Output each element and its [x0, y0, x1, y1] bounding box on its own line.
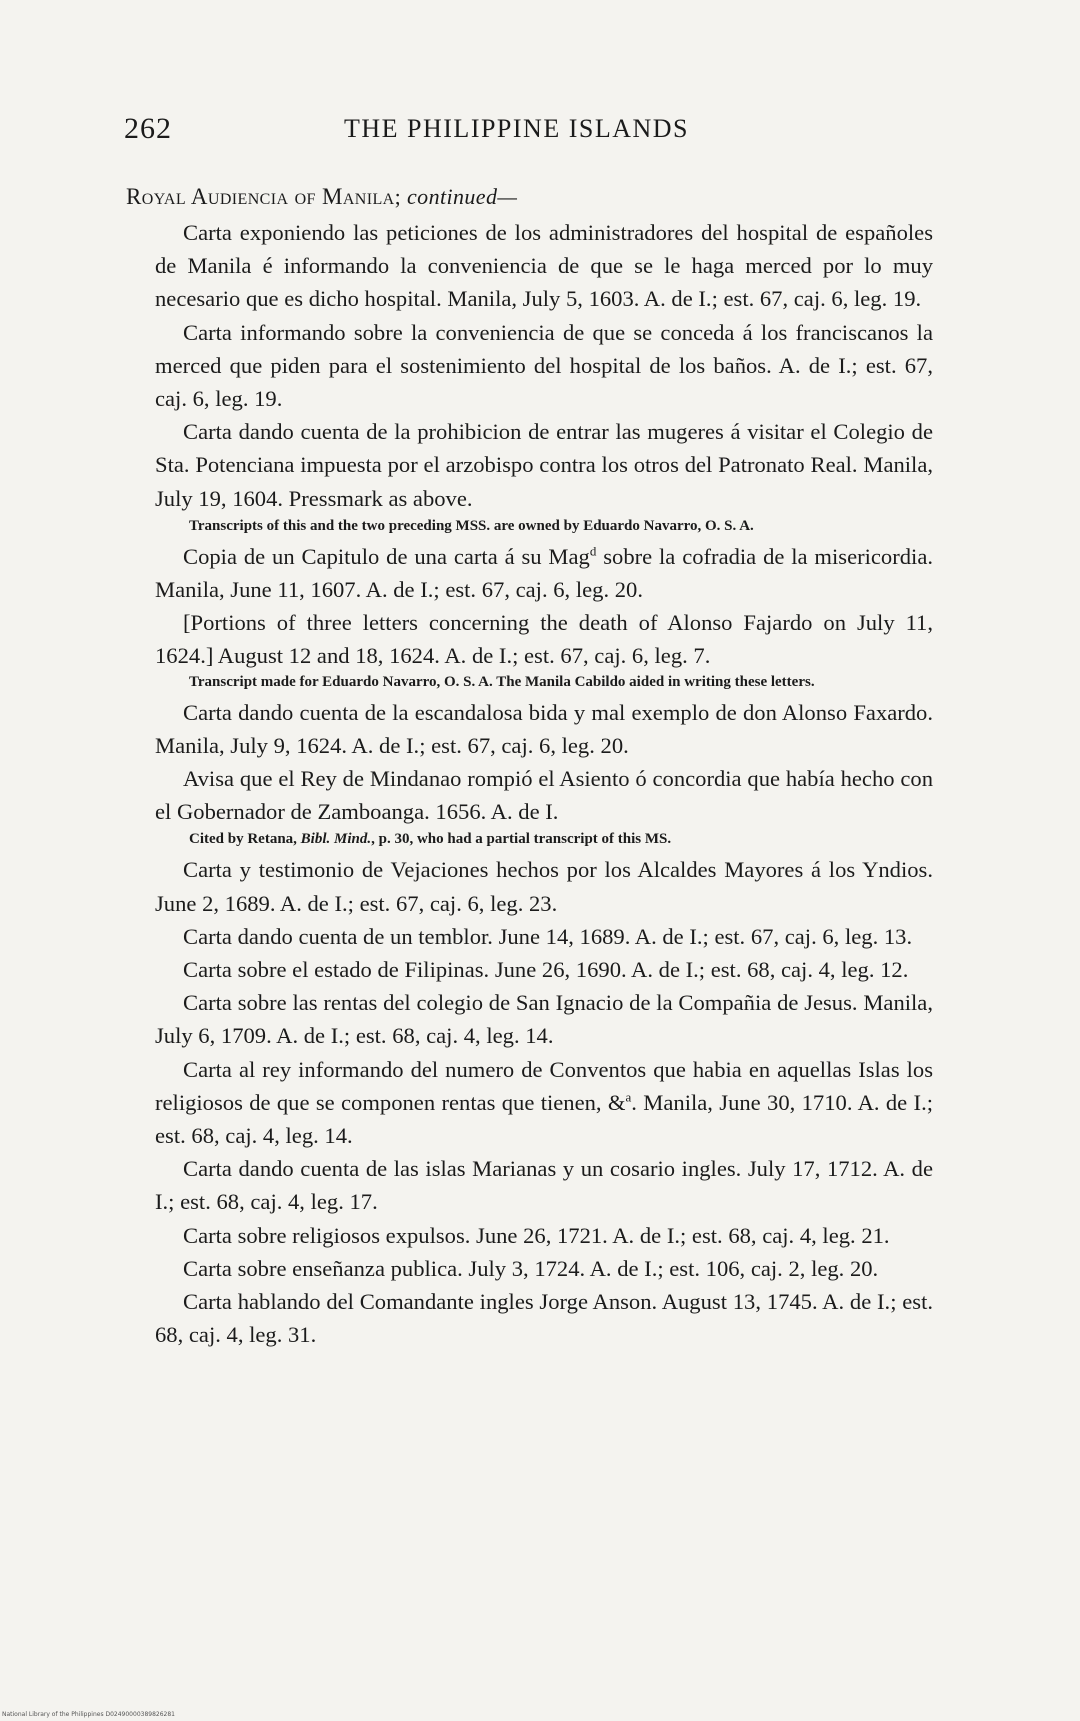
catalog-entry: Carta exponiendo las peticiones de los administradores del hospital de españoles de Manila é informando la conveniencia de que se le haga merced por lo muy necesario que es dicho hospital. Manila, July 5, 1603. A. de I.; est. 67, caj. 6, leg. 19. [155, 220, 933, 312]
catalog-entry: Carta hablando del Comandante ingles Jorge Anson. August 13, 1745. A. de I.; est. 68, caj. 4, leg. 31. [155, 1289, 933, 1348]
transcript-note: Transcript made for Eduardo Navarro, O. S. A. The Manila Cabildo aided in writing these letters. [189, 673, 815, 690]
page-body [126, 182, 933, 1352]
catalog-entry: [Portions of three letters concerning the death of Alonso Fajardo on July 11, 1624.] August 12 and 18, 1624. A. de I.; est. 67, caj. 6, leg. 7. [155, 610, 933, 669]
transcript-note: Transcripts of this and the two preceding MSS. are owned by Eduardo Navarro, O. S. A. [189, 517, 754, 534]
citation-note: Cited by Retana, Bibl. Mind., p. 30, who had a partial transcript of this MS. [189, 831, 672, 848]
running-head [124, 112, 939, 156]
scan-footer-stamp: National Library of the Philippines D02490000389826281 [2, 1711, 175, 1718]
page-number: 262 [124, 112, 172, 145]
catalog-entry: Carta dando cuenta de la prohibicion de entrar las mugeres á visitar el Colegio de Sta. Potenciana impuesta por el arzobispo contra los otros del Patronato Real. Manila, July 19, 1604. Pressmark as above. [155, 419, 933, 511]
catalog-entry: Carta informando sobre la conveniencia de que se conceda á los franciscanos la merced que piden para el sostenimiento del hospital de los baños. A. de I.; est. 67, caj. 6, leg. 19. [155, 319, 933, 412]
catalog-entry: Carta sobre el estado de Filipinas. June 26, 1690. A. de I.; est. 68, caj. 4, leg. 12. [183, 957, 909, 983]
catalog-entry: Carta dando cuenta de un temblor. June 14, 1689. A. de I.; est. 67, caj. 6, leg. 13. [183, 923, 913, 949]
catalog-entry: Carta y testimonio de Vejaciones hechos por los Alcaldes Mayores á los Yndios. June 2, 1689. A. de I.; est. 67, caj. 6, leg. 23. [155, 857, 933, 916]
catalog-entry: Copia de un Capitulo de una carta á su Mag$^d$ sobre la cofradia de la misericordia. Manila, June 11, 1607. A. de I.; est. 67, caj. 6, leg. 20. [155, 543, 933, 603]
book-title: THE PHILIPPINE ISLANDS [344, 114, 689, 143]
section-heading: Royal Audiencia of Manila; continued— [126, 184, 518, 209]
catalog-entry: Carta sobre enseñanza publica. July 3, 1724. A. de I.; est. 106, caj. 2, leg. 20. [183, 1255, 879, 1281]
continued-label: continued— [407, 184, 518, 209]
catalog-entry: Carta sobre religiosos expulsos. June 26, 1721. A. de I.; est. 68, caj. 4, leg. 21. [183, 1222, 890, 1248]
catalog-entry: Carta dando cuenta de la escandalosa bida y mal exemplo de don Alonso Faxardo. Manila, July 9, 1624. A. de I.; est. 67, caj. 6, leg. 20. [155, 699, 933, 758]
catalog-entry: Avisa que el Rey de Mindanao rompió el Asiento ó concordia que había hecho con el Gobernador de Zamboanga. 1656. A. de I. [155, 766, 933, 825]
catalog-entry: Carta al rey informando del numero de Conventos que habia en aquellas Islas los religiosos de que se componen rentas que tienen, &$^a$. Manila, June 30, 1710. A. de I.; est. 68, caj. 4, leg. 14. [155, 1056, 933, 1149]
section-name: Royal Audiencia of Manila [126, 184, 395, 209]
catalog-entry: Carta sobre las rentas del colegio de San Ignacio de la Compañia de Jesus. Manila, July 6, 1709. A. de I.; est. 68, caj. 4, leg. 14. [155, 990, 933, 1049]
catalog-entry: Carta dando cuenta de las islas Marianas y un cosario ingles. July 17, 1712. A. de I.; est. 68, caj. 4, leg. 17. [155, 1156, 933, 1215]
